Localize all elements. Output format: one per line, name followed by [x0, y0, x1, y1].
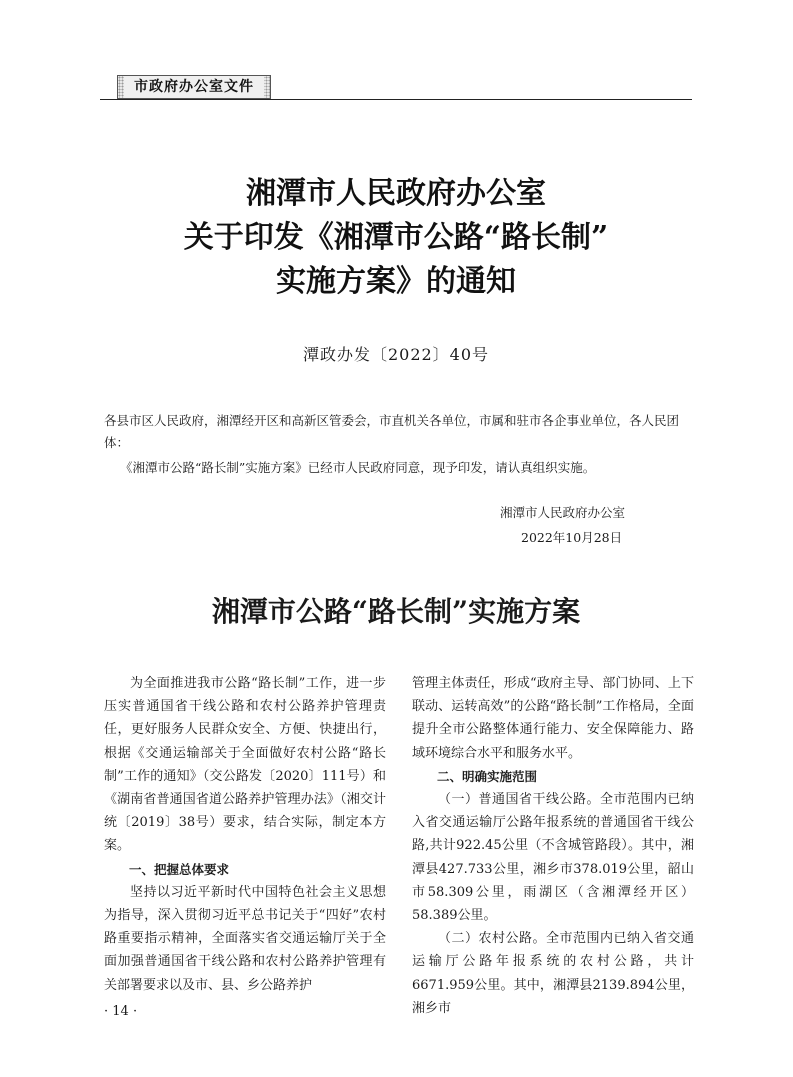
paragraph-requirements: 坚持以习近平新时代中国特色社会主义思想为指导，深入贯彻习近平总书记关于“四好”农村路重要指示精神，全面落实省交通运输厅关于全面加强普通国省干线公路和农村公路养护管理有关部署要求以及市、县、乡公路养护: [104, 884, 386, 993]
paragraph-trunk-roads: （一）普通国省干线公路。全市范围内已纳入省交通运输厅公路年报系统的普通国省干线公路,共计922.45公里（不含城管路段）。其中，湘潭县427.733公里，湘乡市378.019公里，韶山市58.309公里，雨湖区（含湘潭经开区）58.389公里。: [412, 792, 694, 924]
header-rule: [100, 99, 692, 100]
notice-title: [100, 172, 692, 304]
section-heading-2: 二、明确实施范围: [437, 768, 538, 784]
notice-title-line-3: 实施方案》的通知: [276, 264, 516, 299]
paragraph-continued: 管理主体责任，形成“政府主导、部门协同、上下联动、运转高效”的公路“路长制”工作格局，全面提升全市公路整体通行能力、安全保障能力、路域环境综合水平和服务水平。: [412, 676, 694, 761]
document-number: 潭政办发〔2022〕40号: [302, 345, 490, 364]
paragraph-rural-roads: （二）农村公路。全市范围内已纳入省交通运输厅公路年报系统的农村公路，共计6671.959公里。其中，湘潭县2139.894公里，湘乡市: [412, 931, 694, 1016]
header-tag: [117, 75, 271, 99]
page-number: · 14 ·: [104, 1004, 138, 1019]
issue-date: 2022年10月28日: [521, 530, 623, 545]
header-tag-label: 市政府办公室文件: [124, 76, 264, 98]
scheme-title: 湘潭市公路“路长制”实施方案: [211, 595, 581, 628]
notice-body: 《湘潭市公路“路长制”实施方案》已经市人民政府同意，现予印发，请认真组织实施。: [120, 460, 596, 475]
right-column: [412, 672, 694, 1020]
left-column: [104, 672, 386, 997]
notice-title-line-2: 关于印发《湘潭市公路“路长制”: [183, 220, 609, 255]
section-heading-1: 一、把握总体要求: [129, 861, 230, 877]
paragraph-intro: 为全面推进我市公路“路长制”工作，进一步压实普通国省干线公路和农村公路养护管理责任，更好服务人民群众安全、方便、快捷出行，根据《交通运输部关于全面做好农村公路“路长制”工作的通知》（交公路发〔2020〕111号）和《湖南省普通国省道公路养护管理办法》（湘交计统〔2019〕38号）要求，结合实际，制定本方案。: [104, 676, 386, 854]
addressee: 各县市区人民政府，湘潭经开区和高新区管委会，市直机关各单位，市属和驻市各企事业单位，各人民团体：: [104, 413, 680, 450]
issuer-signature: 湘潭市人民政府办公室: [500, 505, 626, 520]
notice-title-line-1: 湘潭市人民政府办公室: [246, 176, 546, 211]
